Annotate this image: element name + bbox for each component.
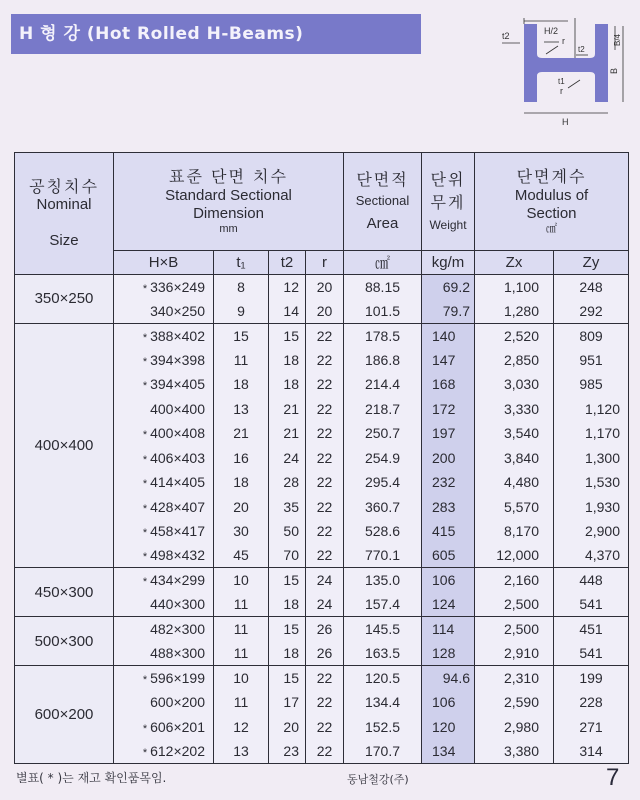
stock-star-marker: * [142,453,148,466]
table-row [15,617,629,641]
zx-cell: 2,850 [475,348,554,372]
t2-cell: 18 [269,348,306,372]
header-mod-unit: ㎠ [546,222,558,235]
hb-cell [114,299,214,323]
weight-cell: 106 [422,568,475,592]
t1-cell: 11 [214,641,269,665]
header-standard-dimension [114,153,344,251]
area-cell: 770.1 [344,543,422,567]
t2-cell: 15 [269,617,306,641]
header-nominal-size [15,153,114,275]
r-cell: 22 [306,739,344,763]
zx-cell: 2,500 [475,617,554,641]
r-cell: 22 [306,323,344,347]
table-row [15,323,629,347]
subheader-area-unit: ㎠ [344,251,422,275]
zx-cell: 1,100 [475,275,554,299]
zx-cell: 3,380 [475,739,554,763]
t1-cell: 30 [214,519,269,543]
t1-cell: 18 [214,372,269,396]
t2-cell: 21 [269,397,306,421]
stock-star-marker: * [142,722,148,735]
t2-cell: 21 [269,421,306,445]
r-cell: 22 [306,470,344,494]
weight-cell: 120 [422,714,475,738]
header-mod-en1: Modulus of [514,186,589,204]
hb-value: 388×402 [150,327,205,344]
header-std-ko: 표준 단면 치수 [169,167,288,187]
t1-cell: 13 [214,739,269,763]
hb-cell [114,470,214,494]
hb-cell [114,372,214,396]
t2-cell: 15 [269,666,306,690]
subheader-weight-unit: kg/m [422,251,475,275]
hb-cell [114,397,214,421]
stock-star-marker: * [142,380,148,393]
area-cell: 254.9 [344,446,422,470]
subheader-zx: Zx [475,251,554,275]
h-beam-shape [524,24,608,102]
header-sectional-area [344,153,422,251]
hb-cell [114,714,214,738]
nominal-size-cell: 500×300 [15,617,114,666]
hb-value: 434×299 [150,572,205,589]
zy-cell: 1,300 [554,446,629,470]
header-std-en2: Dimension [193,204,264,222]
t1-cell: 45 [214,543,269,567]
r-cell: 22 [306,666,344,690]
area-cell: 186.8 [344,348,422,372]
t2-cell: 35 [269,494,306,518]
hb-cell [114,666,214,690]
hb-value: 498×432 [150,547,205,564]
area-cell: 218.7 [344,397,422,421]
t1-cell: 18 [214,470,269,494]
header-weight-ko2: 무게 [430,193,466,213]
r-cell: 22 [306,421,344,445]
t1-cell: 11 [214,617,269,641]
zy-cell: 314 [554,739,629,763]
header-weight-en: Weight [429,218,467,233]
area-cell: 145.5 [344,617,422,641]
zx-cell: 5,570 [475,494,554,518]
page-title: H 형 강 (Hot Rolled H-Beams) [11,14,421,54]
zx-cell: 2,910 [475,641,554,665]
t1-cell: 20 [214,494,269,518]
header-std-unit: mm [219,222,238,235]
hb-value: 336×249 [150,278,205,295]
hb-value: 340×250 [150,302,205,319]
zy-cell: 541 [554,592,629,616]
t1-cell: 16 [214,446,269,470]
h-beam-section-diagram [484,6,638,128]
t1-cell: 13 [214,397,269,421]
label-h: H [562,117,569,127]
t1-cell: 21 [214,421,269,445]
t2-cell: 17 [269,690,306,714]
zy-cell: 448 [554,568,629,592]
r-cell: 22 [306,690,344,714]
r-cell: 22 [306,372,344,396]
hb-cell [114,275,214,299]
r-cell: 22 [306,519,344,543]
weight-cell: 147 [422,348,475,372]
area-cell: 157.4 [344,592,422,616]
weight-cell: 232 [422,470,475,494]
hb-cell [114,568,214,592]
r-cell: 20 [306,275,344,299]
area-cell: 250.7 [344,421,422,445]
hb-value: 606×201 [150,718,205,735]
area-cell: 360.7 [344,494,422,518]
zy-cell: 1,120 [554,397,629,421]
header-mod-en2: Section [526,204,577,222]
hb-cell [114,421,214,445]
table-row [15,666,629,690]
t2-cell: 24 [269,446,306,470]
zy-cell: 2,900 [554,519,629,543]
stock-star-marker: * [142,331,148,344]
zx-cell: 2,590 [475,690,554,714]
subheader-r: r [306,251,344,275]
t1-cell: 11 [214,690,269,714]
zx-cell: 3,330 [475,397,554,421]
subheader-t2: t2 [269,251,306,275]
t1-cell: 11 [214,348,269,372]
table-row [15,568,629,592]
area-cell: 528.6 [344,519,422,543]
stock-star-marker: * [142,576,148,589]
hb-value: 440×300 [150,596,205,613]
r-cell: 24 [306,592,344,616]
header-unit-weight [422,153,475,251]
subheader-hb: H×B [114,251,214,275]
zy-cell: 199 [554,666,629,690]
stock-star-marker: * [142,746,148,759]
t2-cell: 15 [269,568,306,592]
header-nominal-ko: 공칭치수 [29,176,99,196]
area-cell: 120.5 [344,666,422,690]
header-area-en1: Sectional [355,193,410,209]
r-cell: 20 [306,299,344,323]
stock-star-marker: * [142,502,148,515]
zy-cell: 1,170 [554,421,629,445]
r-cell: 22 [306,348,344,372]
table-row [15,275,629,299]
t2-cell: 70 [269,543,306,567]
zx-cell: 4,480 [475,470,554,494]
area-cell: 135.0 [344,568,422,592]
t1-cell: 12 [214,714,269,738]
zy-cell: 541 [554,641,629,665]
zx-cell: 3,540 [475,421,554,445]
area-cell: 178.5 [344,323,422,347]
label-quarter-b: B/4 [613,33,622,46]
weight-cell: 172 [422,397,475,421]
header-nominal-en: Nominal [36,196,92,214]
zy-cell: 292 [554,299,629,323]
page-number: 7 [606,764,620,791]
zy-cell: 1,930 [554,494,629,518]
zy-cell: 451 [554,617,629,641]
r-cell: 24 [306,568,344,592]
r-cell: 22 [306,714,344,738]
t1-cell: 11 [214,592,269,616]
t2-cell: 12 [269,275,306,299]
zy-cell: 1,530 [554,470,629,494]
r-cell: 26 [306,617,344,641]
hb-value: 414×405 [150,474,205,491]
hb-cell [114,494,214,518]
zx-cell: 3,030 [475,372,554,396]
weight-cell: 124 [422,592,475,616]
zy-cell: 248 [554,275,629,299]
hb-value: 394×405 [150,376,205,393]
label-t2-right: t2 [578,45,585,54]
r-cell: 22 [306,397,344,421]
header-area-en2: Area [366,214,399,232]
t2-cell: 18 [269,592,306,616]
stock-star-marker: * [142,282,148,295]
zx-cell: 2,980 [475,714,554,738]
zy-cell: 4,370 [554,543,629,567]
zy-cell: 951 [554,348,629,372]
header-size-en: Size [49,232,79,250]
zy-cell: 809 [554,323,629,347]
t1-cell: 9 [214,299,269,323]
area-cell: 152.5 [344,714,422,738]
label-r-top: r [562,36,565,46]
hb-value: 400×400 [150,400,205,417]
label-half-h: H/2 [544,26,559,36]
t1-cell: 10 [214,568,269,592]
subheader-zy: Zy [554,251,629,275]
hb-value: 394×398 [150,352,205,369]
hb-cell [114,323,214,347]
header-area-ko: 단면적 [356,170,409,190]
hb-value: 488×300 [150,645,205,662]
hb-value: 400×408 [150,425,205,442]
weight-cell: 415 [422,519,475,543]
area-cell: 101.5 [344,299,422,323]
hb-value: 482×300 [150,621,205,638]
hb-cell [114,543,214,567]
hb-cell [114,739,214,763]
nominal-size-cell: 450×300 [15,568,114,617]
weight-cell: 79.7 [422,299,475,323]
t2-cell: 14 [269,299,306,323]
weight-cell: 140 [422,323,475,347]
zy-cell: 228 [554,690,629,714]
t2-cell: 20 [269,714,306,738]
area-cell: 88.15 [344,275,422,299]
zy-cell: 271 [554,714,629,738]
stock-star-marker: * [142,527,148,540]
hb-value: 406×403 [150,449,205,466]
r-cell: 22 [306,494,344,518]
hb-value: 596×199 [150,669,205,686]
zx-cell: 2,500 [475,592,554,616]
zx-cell: 3,840 [475,446,554,470]
r-cell: 22 [306,446,344,470]
zx-cell: 1,280 [475,299,554,323]
area-cell: 170.7 [344,739,422,763]
weight-cell: 168 [422,372,475,396]
t2-cell: 15 [269,323,306,347]
area-cell: 295.4 [344,470,422,494]
hb-value: 600×200 [150,694,205,711]
h-beam-spec-table [14,152,629,764]
weight-cell: 128 [422,641,475,665]
t2-cell: 18 [269,372,306,396]
stock-star-marker: * [142,673,148,686]
hb-cell [114,592,214,616]
header-weight-ko1: 단위 [430,170,466,190]
hb-cell [114,519,214,543]
hb-value: 458×417 [150,523,205,540]
label-b: B [609,67,619,74]
r-cell: 22 [306,543,344,567]
hb-value: 612×202 [150,742,205,759]
subheader-t1: t₁ [214,251,269,275]
hb-cell [114,641,214,665]
label-r-bottom: r [560,86,563,96]
company-name: 동남철강(주) [347,773,409,786]
weight-cell: 283 [422,494,475,518]
zx-cell: 8,170 [475,519,554,543]
header-std-en1: Standard Sectional [165,186,292,204]
area-cell: 134.4 [344,690,422,714]
area-cell: 214.4 [344,372,422,396]
header-mod-ko: 단면계수 [516,167,587,187]
t2-cell: 28 [269,470,306,494]
hb-value: 428×407 [150,498,205,515]
stock-star-marker: * [142,478,148,491]
weight-cell: 106 [422,690,475,714]
t2-cell: 18 [269,641,306,665]
nominal-size-cell: 350×250 [15,275,114,324]
zx-cell: 12,000 [475,543,554,567]
nominal-size-cell: 600×200 [15,666,114,764]
stock-star-marker: * [142,356,148,369]
t1-cell: 8 [214,275,269,299]
t2-cell: 50 [269,519,306,543]
zy-cell: 985 [554,372,629,396]
area-cell: 163.5 [344,641,422,665]
zx-cell: 2,310 [475,666,554,690]
t1-cell: 10 [214,666,269,690]
hb-cell [114,446,214,470]
weight-cell: 114 [422,617,475,641]
stock-note: 별표( * )는 재고 확인품목임. [16,771,167,785]
zx-cell: 2,160 [475,568,554,592]
weight-cell: 197 [422,421,475,445]
hb-cell [114,617,214,641]
weight-cell: 94.6 [422,666,475,690]
weight-cell: 200 [422,446,475,470]
hb-cell [114,690,214,714]
stock-star-marker: * [142,551,148,564]
hb-cell [114,348,214,372]
t1-cell: 15 [214,323,269,347]
nominal-size-cell: 400×400 [15,323,114,567]
label-t1: t1 [558,77,565,86]
label-t2-left: t2 [502,31,510,41]
r-cell: 26 [306,641,344,665]
weight-cell: 605 [422,543,475,567]
zx-cell: 2,520 [475,323,554,347]
t2-cell: 23 [269,739,306,763]
header-modulus-of-section [475,153,629,251]
weight-cell: 69.2 [422,275,475,299]
weight-cell: 134 [422,739,475,763]
stock-star-marker: * [142,429,148,442]
